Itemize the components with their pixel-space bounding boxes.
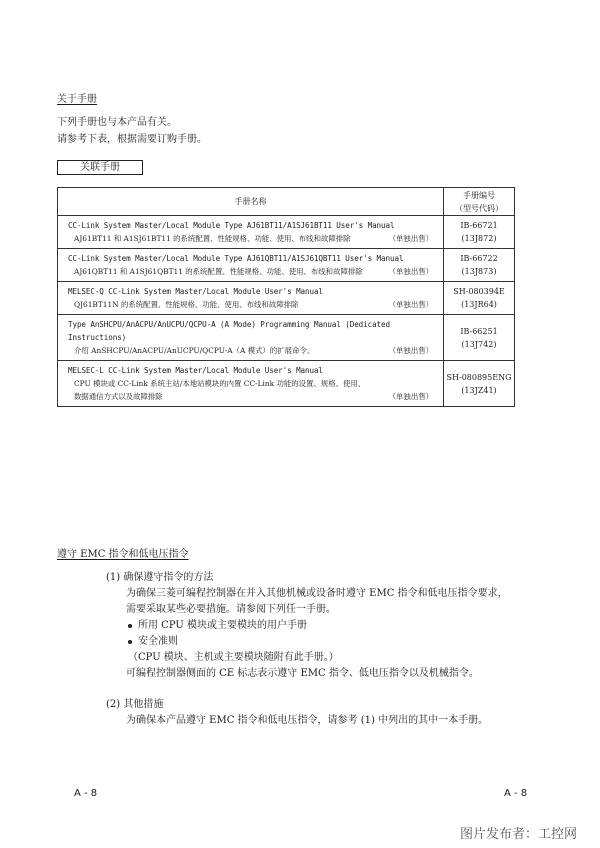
manual-number-cell (444, 249, 515, 282)
emc-s2-paragraph-1: 为确保本产品遵守 EMC 指令和低电压指令，请参考 (1) 中列出的其中一本手册。 (126, 715, 489, 726)
sold-separately: （单独出售） (388, 392, 433, 401)
emc-subsection-1-title: (1) 确保遵守指令的方法 (106, 572, 214, 583)
emc-s1-paragraph-2: 需要采取某些必要措施。请参阅下列任一手册。 (126, 604, 336, 615)
emc-s1-paragraph-1: 为确保三菱可编程控制器在并入其他机械或设备时遵守 EMC 指令和低电压指令要求， (126, 588, 508, 599)
page-number-left: A - 8 (74, 788, 98, 799)
about-line-1: 下列手册也与本产品有关。 (57, 117, 177, 128)
manual-name-cell (58, 249, 444, 282)
manual-desc: QJ61BT11N 的系统配置、性能规格、功能、使用、布线和故障排除 (74, 300, 299, 309)
manual-desc: AJ61BT11 和 A1SJ61BT11 的系统配置、性能规格、功能、使用、布线和故障排除 (74, 234, 351, 243)
model-code: (13JR64) (461, 300, 497, 309)
manual-number: SH-080895ENG (446, 372, 512, 382)
emc-bullet-1: 所用 CPU 模块或主要模块的用户手册 (128, 618, 307, 634)
emc-bullet-2: 安全准则 (128, 634, 178, 650)
model-code: (13J742) (461, 339, 497, 349)
manual-title: CC-Link System Master/Local Module Type AJ61BT11/A1SJ61BT11 User's Manual (68, 221, 395, 230)
emc-s1-note: （CPU 模块、主机或主要模块随附有此手册。） (128, 652, 339, 663)
model-code: (13JZ41) (461, 385, 497, 395)
manual-title: MELSEC-L CC-Link System Master/Local Module User's Manual (68, 366, 323, 375)
model-code: (13J872) (461, 234, 497, 243)
watermark-text: 图片发布者：工控网 (460, 827, 578, 842)
header-manual-name: 手册名称 (58, 188, 444, 216)
sold-separately: （单独出售） (388, 234, 433, 243)
manual-desc-2: 数据通信方式以及故障排除 (74, 392, 163, 401)
table-row (58, 249, 515, 282)
sold-separately: （单独出售） (388, 300, 433, 309)
manual-name-cell (58, 216, 444, 249)
manual-number-cell (444, 216, 515, 249)
manual-number-cell (444, 282, 515, 315)
manual-number: SH-080394E (453, 287, 505, 296)
about-manuals-title: 关于手册 (57, 94, 97, 105)
bullet-icon (128, 624, 132, 628)
manual-number: IB-66722 (460, 254, 498, 263)
emc-subsection-2-title: (2) 其他措施 (106, 699, 164, 710)
manual-title: Type AnSHCPU/AnACPU/AnUCPU/QCPU-A (A Mode) Programming Manual (Dedicated Instructions) (68, 320, 390, 342)
emc-section-title: 遵守 EMC 指令和低电压指令 (57, 549, 189, 560)
related-manuals-label: 关联手册 (57, 160, 143, 175)
manual-number-cell (444, 361, 515, 407)
manual-name-cell (58, 282, 444, 315)
manual-number-cell (444, 315, 515, 361)
manual-desc: CPU 模块或 CC-Link 系统主站/本地站模块的内置 CC-Link 功能的设置、规格、使用、 (74, 379, 366, 388)
model-code: (13J873) (461, 267, 497, 276)
manual-name-cell (58, 315, 444, 361)
bullet-icon (128, 640, 132, 644)
table-row (58, 282, 515, 315)
manual-title: CC-Link System Master/Local Module Type AJ61QBT11/A1SJ61QBT11 User's Manual (68, 254, 404, 263)
manual-name-cell (58, 361, 444, 407)
about-line-2: 请参考下表，根据需要订购手册。 (57, 134, 207, 145)
manual-desc: 介绍 AnSHCPU/AnACPU/AnUCPU/QCPU-A（A 模式）的扩展命令。 (74, 346, 315, 355)
related-manuals-table (57, 187, 515, 407)
table-row (58, 361, 515, 407)
manual-desc: AJ61QBT11 和 A1SJ61QBT11 的系统配置、性能规格、功能、使用、布线和故障排除 (74, 267, 363, 276)
sold-separately: （单独出售） (388, 346, 433, 355)
manual-number: IB-66721 (460, 221, 498, 230)
manual-number: IB-66251 (460, 326, 498, 336)
page-number-right: A - 8 (504, 788, 528, 799)
sold-separately: （单独出售） (388, 267, 433, 276)
manual-title: MELSEC-Q CC-Link System Master/Local Module User's Manual (68, 287, 323, 296)
table-row (58, 216, 515, 249)
header-manual-number: 手册编号 （型号代码） (444, 188, 515, 216)
table-row (58, 315, 515, 361)
emc-s1-paragraph-3: 可编程控制器侧面的 CE 标志表示遵守 EMC 指令、低电压指令以及机械指令。 (126, 668, 479, 679)
table-header-row (58, 188, 515, 216)
